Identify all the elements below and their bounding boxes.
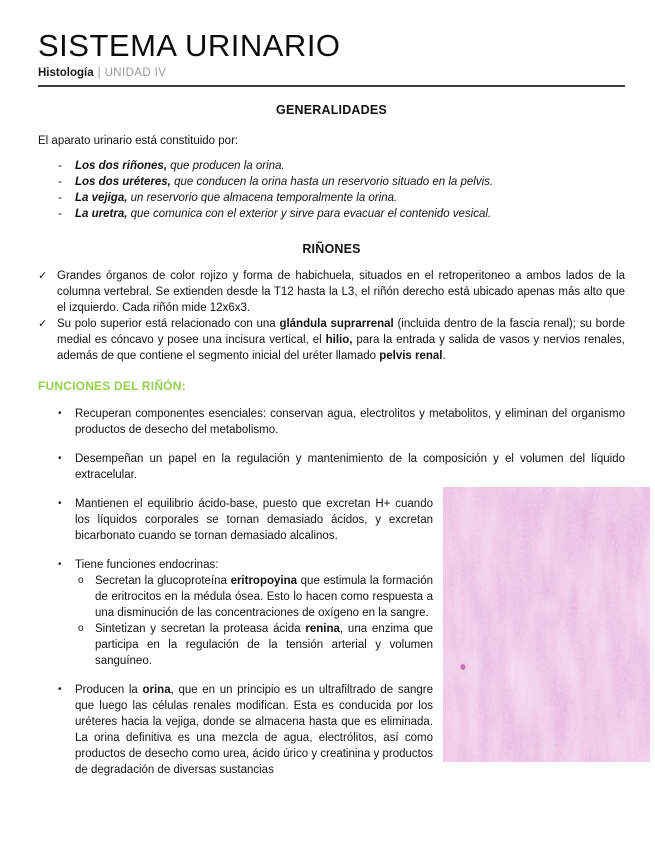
dash-marker: -: [58, 207, 62, 220]
bullet-icon: •: [58, 683, 62, 695]
dash-list: [38, 158, 625, 222]
check-item-text: Grandes órganos de color rojizo y forma de habichuela, situados en el retroperitoneo a ambos lados de la columna vertebral. Se extienden desde la T12 hasta la L3, el riñón derecho está ubicado apenas más alto que el izquierdo. Cada riñón mide 12x6x3.: [57, 269, 625, 314]
functions-bullet-list: [38, 406, 625, 778]
list-item-text: [75, 206, 491, 222]
bullet-item: [38, 682, 433, 778]
section-heading-funciones: FUNCIONES DEL RIÑÓN:: [38, 378, 186, 393]
item-lead: La vejiga,: [75, 191, 128, 204]
check-list-item: [38, 268, 625, 316]
bullet-icon: •: [58, 452, 62, 464]
bullet-icon: •: [58, 558, 62, 570]
bullet-item: [38, 557, 433, 573]
bullet-item: [38, 406, 625, 438]
checkmark-icon: ✓: [38, 317, 48, 330]
section-heading-rinones: RIÑONES: [302, 241, 361, 256]
histology-micrograph-svg: [443, 487, 650, 762]
dash-marker: -: [58, 191, 62, 204]
bullet-icon: •: [58, 497, 62, 509]
dash-marker: -: [58, 159, 62, 172]
unit-label: UNIDAD IV: [104, 66, 167, 79]
item-lead: Los dos uréteres,: [75, 175, 171, 188]
bullet-item: [38, 496, 433, 544]
list-item-text: [75, 158, 285, 174]
check-list-item: [38, 316, 625, 364]
item-rest: que producen la orina.: [167, 159, 285, 172]
bullet-item: [38, 451, 625, 483]
bullet-text: Desempeñan un papel en la regulación y mantenimiento de la composición y el volumen del líquido extracelular.: [75, 452, 625, 481]
bullet-text: Recuperan componentes esenciales: conservan agua, electrolitos y metabolitos, y eliminan del organismo productos de desecho del metabolismo.: [75, 407, 625, 436]
intro-paragraph: El aparato urinario está constituido por:: [38, 134, 239, 147]
check-list: [38, 268, 625, 364]
item-rest: que comunica con el exterior y sirve para evacuar el contenido vesical.: [127, 207, 492, 220]
circle-bullet-icon: o: [78, 622, 84, 634]
sub-bullet-text: Secretan la glucoproteína eritropoyina que estimula la formación de eritrocitos en la médula ósea. Esto lo hacen como respuesta a una disminución de las concentraciones de oxígeno en la sangre.: [95, 574, 433, 619]
dash-marker: -: [58, 175, 62, 188]
list-item: [38, 174, 625, 190]
list-item: [38, 190, 625, 206]
bullet-text: Producen la orina, que en un principio es un ultrafiltrado de sangre que luego las células renales modifican. Esta es conducida por los uréteres hacia la vejiga, donde se almacena hasta que es eliminada. La orina definitiva es una mezcla de agua, electrólitos, así como productos de desecho como urea, ácido úrico y creatinina y productos de degradación de diversas sustancias: [75, 683, 434, 776]
item-lead: Los dos riñones,: [75, 159, 168, 172]
course-label: Histología: [38, 66, 94, 79]
sub-bullet-item: [38, 621, 433, 669]
section-heading-generalidades: GENERALIDADES: [276, 102, 387, 117]
kidney-histology-image: [443, 487, 650, 762]
bullet-text: Mantienen el equilibrio ácido-base, puesto que excretan H+ cuando los líquidos corporales se tornan demasiado ácidos, y excretan bicarbonato cuando se tornan demasiado alcalinos.: [75, 497, 433, 542]
header-divider: [38, 85, 625, 87]
checkmark-icon: ✓: [38, 269, 48, 282]
list-item: [38, 206, 625, 222]
sub-bullet-item: [38, 573, 433, 621]
item-rest: que conducen la orina hasta un reservorio situado en la pelvis.: [170, 175, 494, 188]
circle-bullet-icon: o: [78, 574, 84, 586]
sub-bullet-text: Sintetizan y secretan la proteasa ácida renina, una enzima que participa en la regulación de la tensión arterial y volumen sanguíneo.: [95, 622, 433, 667]
page-title: SISTEMA URINARIO: [38, 28, 341, 63]
item-lead: La uretra,: [75, 207, 128, 220]
subtitle: [38, 67, 625, 79]
bullet-icon: •: [58, 407, 62, 419]
check-item-text: Su polo superior está relacionado con una glándula suprarrenal (incluida dentro de la fascia renal); su borde medial es cóncavo y posee una incisura vertical, el hilio, para la entrada y salida de vasos y nervios renales, además de que contiene el segmento inicial del uréter llamado pelvis renal.: [57, 317, 625, 362]
list-item-text: [75, 190, 397, 206]
item-rest: un reservorio que almacena temporalmente la orina.: [127, 191, 398, 204]
list-item: [38, 158, 625, 174]
bullet-text: Tiene funciones endocrinas:: [75, 558, 219, 571]
subtitle-separator: |: [97, 66, 101, 79]
list-item-text: [75, 174, 493, 190]
